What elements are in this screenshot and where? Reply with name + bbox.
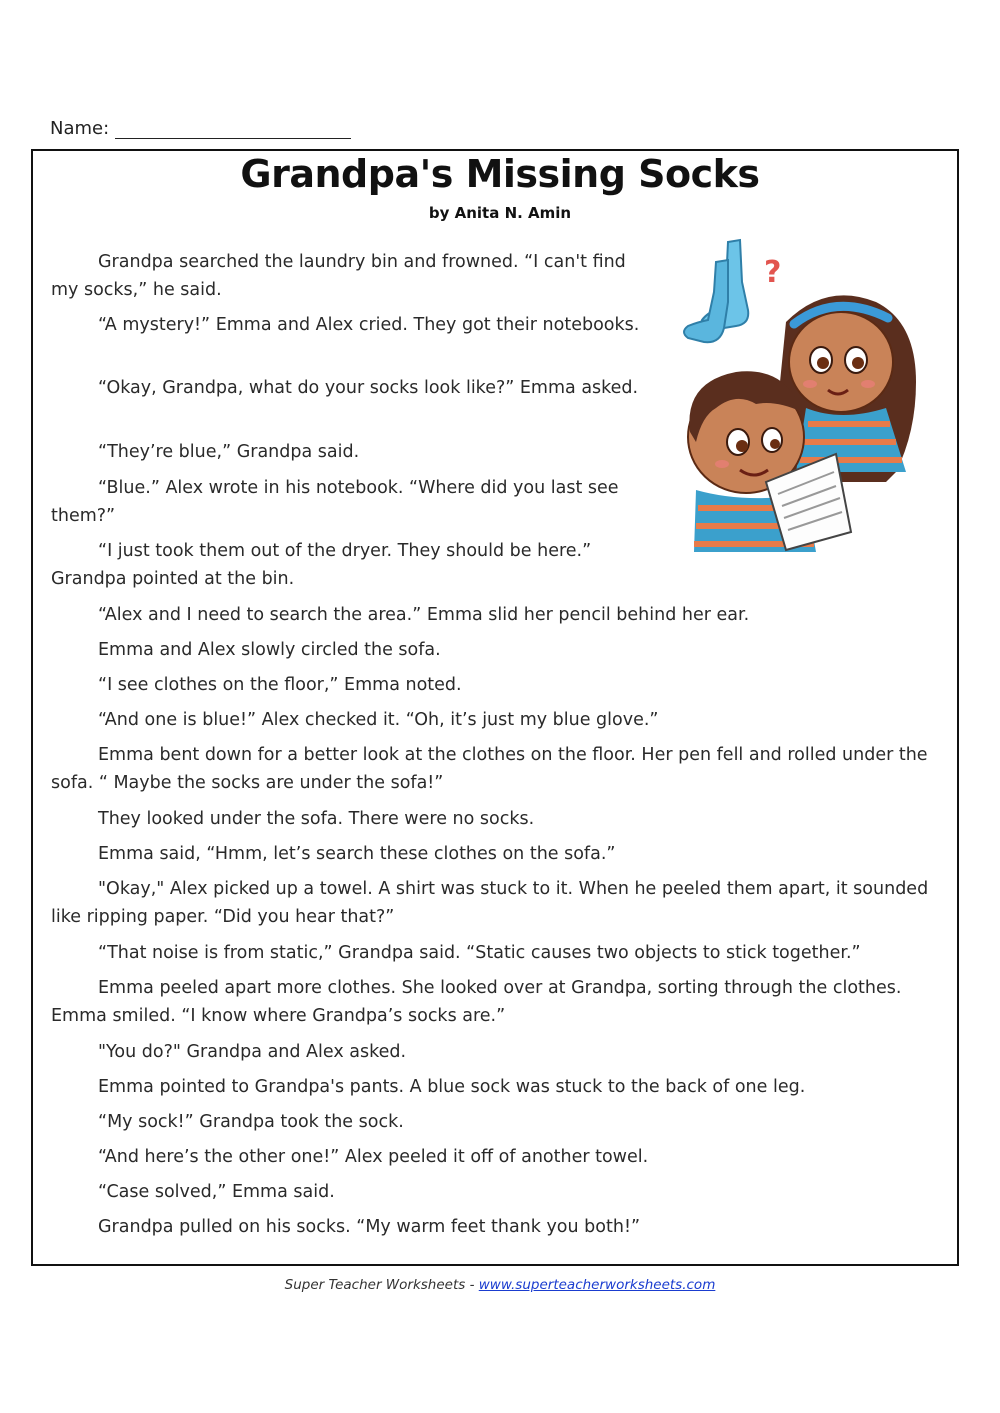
footer-link[interactable]: www.superteacherworksheets.com xyxy=(478,1277,716,1293)
paragraph: “I see clothes on the floor,” Emma noted. xyxy=(98,675,462,695)
paragraph: Emma bent down for a better look at the clothes on the floor. Her pen fell and rolled under the sofa. “ Maybe the socks are under the sofa!” xyxy=(51,745,928,793)
paragraph: Emma pointed to Grandpa's pants. A blue sock was stuck to the back of one leg. xyxy=(98,1077,806,1097)
paragraph: They looked under the sofa. There were no socks. xyxy=(98,809,535,829)
paragraph: Emma and Alex slowly circled the sofa. xyxy=(98,640,441,660)
story-title: Grandpa's Missing Socks xyxy=(240,152,760,196)
paragraph: “A mystery!” Emma and Alex cried. They got their notebooks. xyxy=(98,315,640,335)
paragraph: “Alex and I need to search the area.” Emma slid her pencil behind her ear. xyxy=(98,605,750,625)
paragraph: Grandpa pulled on his socks. “My warm feet thank you both!” xyxy=(98,1217,641,1237)
paragraph: “And one is blue!” Alex checked it. “Oh, it’s just my blue glove.” xyxy=(98,710,659,730)
paragraph: “They’re blue,” Grandpa said. xyxy=(98,442,360,462)
footer-brand: Super Teacher Worksheets - xyxy=(284,1277,479,1293)
paragraph: “Okay, Grandpa, what do your socks look like?” Emma asked. xyxy=(98,378,639,398)
story-byline: by Anita N. Amin xyxy=(428,204,572,222)
paragraph: Grandpa searched the laundry bin and frowned. “I can't find my socks,” he said. xyxy=(51,252,626,300)
paragraph: “Case solved,” Emma said. xyxy=(98,1182,335,1202)
paragraph: Emma said, “Hmm, let’s search these clothes on the sofa.” xyxy=(98,844,616,864)
question-mark: ? xyxy=(764,255,782,290)
name-blank-line[interactable] xyxy=(115,122,351,139)
footer xyxy=(0,1277,1000,1293)
paragraph: "You do?" Grandpa and Alex asked. xyxy=(98,1042,407,1062)
name-label: Name: xyxy=(50,118,110,139)
paragraph: “Blue.” Alex wrote in his notebook. “Where did you last see them?” xyxy=(51,478,619,526)
paragraph: “My sock!” Grandpa took the sock. xyxy=(98,1112,404,1132)
name-field[interactable] xyxy=(50,118,351,139)
paragraph: “I just took them out of the dryer. They should be here.” Grandpa pointed at the bin. xyxy=(51,541,592,589)
kids-detective-illustration-icon xyxy=(676,232,936,562)
paragraph: "Okay," Alex picked up a towel. A shirt was stuck to it. When he peeled them apart, it sounded like ripping paper. “Did you hear that?” xyxy=(51,879,929,927)
paragraph: Emma peeled apart more clothes. She looked over at Grandpa, sorting through the clothes. Emma smiled. “I know where Grandpa’s socks are.” xyxy=(51,978,902,1026)
paragraph: “That noise is from static,” Grandpa said. “Static causes two objects to stick together.” xyxy=(98,943,861,963)
blue-socks-icon xyxy=(684,240,748,342)
paragraph: “And here’s the other one!” Alex peeled it off of another towel. xyxy=(98,1147,649,1167)
